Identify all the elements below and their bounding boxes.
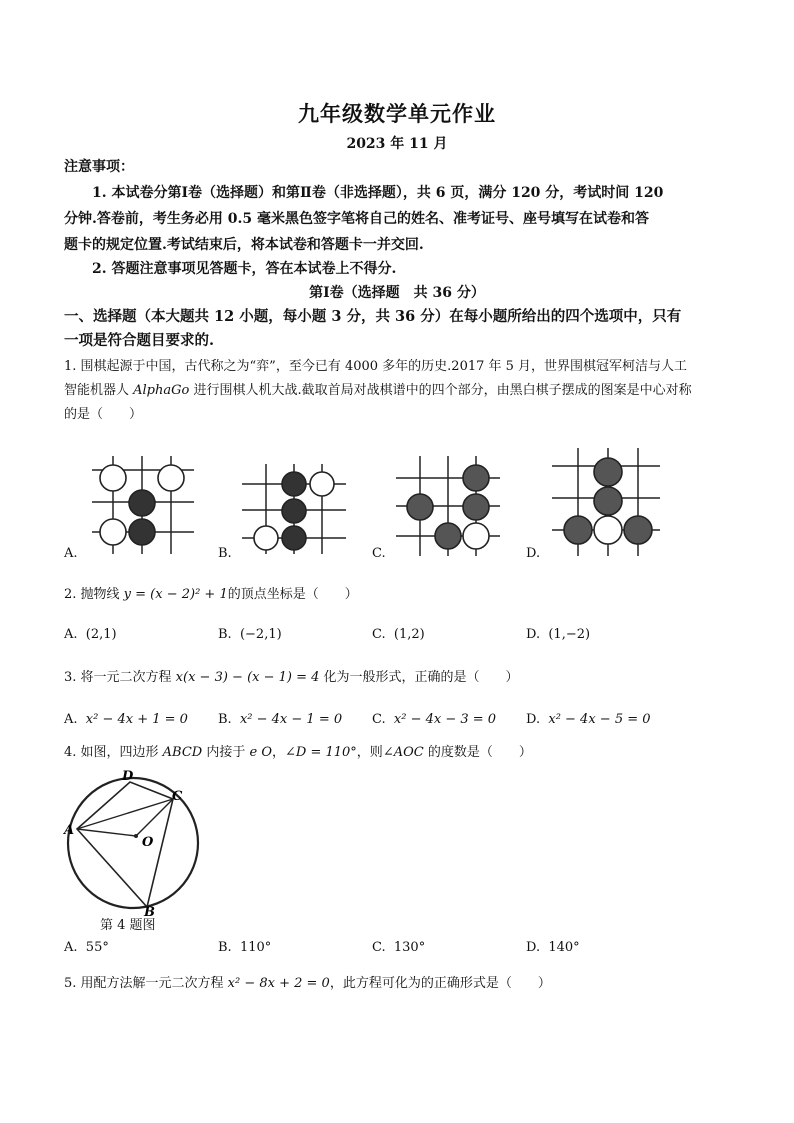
white-stone: [463, 523, 489, 549]
q1-stem-line-3: 的是（ ）: [64, 407, 143, 422]
q1-option-b[interactable]: B.: [218, 546, 232, 561]
notes-heading: 注意事项：: [64, 159, 134, 175]
q1-option-a[interactable]: A.: [64, 546, 78, 561]
q1-stem-line-1: 1. 围棋起源于中国，古代称之为“弈”，至今已有 4000 多年的历史.2017 年 5 月，世界围棋冠军柯洁与人工: [64, 359, 688, 374]
q3-stem-pre: 3. 将一元二次方程: [64, 670, 176, 685]
option-label: D.: [526, 712, 541, 727]
q4-stem-comma: ，: [271, 745, 285, 760]
label-a: A: [64, 823, 75, 838]
radius-oa: [77, 829, 136, 836]
page-title: 九年级数学单元作业: [298, 101, 496, 126]
option-label: C.: [372, 712, 386, 727]
q4-angle-aoc: ∠AOC: [382, 745, 424, 760]
q1-figure-b: [238, 458, 350, 558]
white-stone: [594, 516, 622, 544]
option-label: A.: [64, 940, 78, 955]
white-stone: [254, 526, 278, 550]
q4-option-b[interactable]: [218, 940, 271, 955]
option-text: x² − 4x + 1 = 0: [85, 712, 188, 727]
q5-stem-pre: 5. 用配方法解一元二次方程: [64, 976, 228, 991]
q4-option-d[interactable]: [526, 940, 580, 955]
q3-option-b[interactable]: [218, 712, 342, 727]
q1-line2-pre: 智能机器人: [64, 383, 134, 398]
black-stone: [435, 523, 461, 549]
black-stone: [463, 494, 489, 520]
black-stone: [463, 465, 489, 491]
q4-circle: e O: [249, 745, 272, 760]
q2-option-d[interactable]: [526, 627, 590, 642]
quadrilateral-abcd: [77, 782, 173, 907]
notes-item-1-line-2: 分钟.答卷前，考生务必用 0.5 毫米黑色签字笔将自己的姓名、准考证号、座号填写在试卷和答: [64, 211, 649, 227]
q3-stem: [64, 665, 519, 691]
option-text: 130°: [393, 940, 426, 955]
q4-option-a[interactable]: [64, 940, 109, 955]
white-stone: [310, 472, 334, 496]
option-text: 140°: [548, 940, 580, 955]
white-stone: [100, 519, 126, 545]
q2-option-a[interactable]: [64, 627, 117, 642]
black-stone: [129, 519, 155, 545]
label-o: O: [142, 835, 154, 850]
q4-figure-caption: 第 4 题图: [100, 918, 156, 933]
option-text: 110°: [239, 940, 272, 955]
black-stone: [624, 516, 652, 544]
q4-stem-post: 的度数是（ ）: [423, 745, 532, 760]
option-label: C.: [372, 940, 386, 955]
option-label: D.: [526, 940, 541, 955]
q2-stem-pre: 2. 抛物线: [64, 587, 124, 602]
q2-stem: [64, 582, 358, 608]
q2-stem-post: 的顶点坐标是（ ）: [227, 587, 358, 602]
center-o: [134, 834, 138, 838]
option-text: (1,−2): [548, 627, 591, 642]
section-1-instructions-line-1: 一、选择题（本大题共 12 小题，每小题 3 分，共 36 分）在每小题所给出的四个选项中，只有: [64, 308, 682, 325]
black-stone: [282, 526, 306, 550]
q1-alphago: AlphaGo: [133, 383, 190, 398]
white-stone: [158, 465, 184, 491]
label-c: C: [172, 789, 183, 804]
q3-option-c[interactable]: [372, 712, 496, 727]
q1-stem-line-2: [64, 378, 692, 404]
section-1-title: 第Ⅰ卷（选择题 共 36 分）: [309, 285, 485, 301]
q2-option-c[interactable]: [372, 627, 425, 642]
option-label: D.: [526, 627, 541, 642]
q5-formula: x² − 8x + 2 = 0: [227, 976, 330, 991]
black-stone: [564, 516, 592, 544]
q5-stem: [64, 971, 551, 997]
black-stone: [282, 472, 306, 496]
q4-stem-mid: 内接于: [202, 745, 250, 760]
option-label: A.: [64, 627, 78, 642]
q3-formula: x(x − 3) − (x − 1) = 4: [175, 670, 320, 685]
q1-option-c[interactable]: C.: [372, 546, 386, 561]
q4-quadrilateral: ABCD: [162, 745, 203, 760]
section-1-instructions-line-2: 一项是符合题目要求的.: [64, 332, 215, 349]
q1-figure-c: [392, 450, 504, 560]
option-text: x² − 4x − 3 = 0: [393, 712, 497, 727]
option-label: A.: [64, 712, 78, 727]
q4-option-c[interactable]: [372, 940, 425, 955]
q3-option-a[interactable]: [64, 712, 188, 727]
q2-option-b[interactable]: [218, 627, 282, 642]
label-b: B: [144, 905, 155, 916]
q1-figure-a: [84, 450, 200, 560]
black-stone: [594, 487, 622, 515]
q2-formula: y = (x − 2)² + 1: [123, 587, 228, 602]
notes-item-1-line-1: 1. 本试卷分第Ⅰ卷（选择题）和第Ⅱ卷（非选择题），共 6 页，满分 120 分，考试时间 120: [92, 185, 664, 201]
option-label: B.: [218, 940, 232, 955]
q5-stem-post: ，此方程可化为的正确形式是（ ）: [329, 976, 551, 991]
exam-date: 2023 年 11 月: [346, 136, 448, 152]
q3-option-d[interactable]: [526, 712, 651, 727]
label-d: D: [122, 769, 134, 784]
q4-stem-pre: 4. 如图，四边形: [64, 745, 163, 760]
option-label: C.: [372, 627, 386, 642]
option-text: x² − 4x − 1 = 0: [239, 712, 343, 727]
white-stone: [100, 465, 126, 491]
notes-item-2: 2. 答题注意事项见答题卡，答在本试卷上不得分.: [92, 261, 397, 277]
option-text: 55°: [85, 940, 109, 955]
option-text: (1,2): [393, 627, 425, 642]
q1-line2-post: 进行围棋人机大战.截取首局对战棋谱中的四个部分，由黑白棋子摆成的图案是中心对称: [189, 383, 692, 398]
q4-figure: [60, 766, 200, 916]
q4-angle-d: ∠D = 110°: [285, 745, 357, 760]
q4-stem-then: ，则: [356, 745, 383, 760]
q4-stem: [64, 740, 532, 766]
option-text: (−2,1): [239, 627, 282, 642]
option-text: (2,1): [85, 627, 117, 642]
q1-figure-d: [548, 444, 664, 560]
black-stone: [129, 490, 155, 516]
black-stone: [594, 458, 622, 486]
q1-option-d[interactable]: D.: [526, 546, 541, 561]
notes-item-1-line-3: 题卡的规定位置.考试结束后，将本试卷和答题卡一并交回.: [64, 237, 424, 253]
option-label: B.: [218, 712, 232, 727]
black-stone: [282, 499, 306, 523]
black-stone: [407, 494, 433, 520]
q3-stem-post: 化为一般形式，正确的是（ ）: [319, 670, 519, 685]
option-text: x² − 4x − 5 = 0: [548, 712, 651, 727]
option-label: B.: [218, 627, 232, 642]
